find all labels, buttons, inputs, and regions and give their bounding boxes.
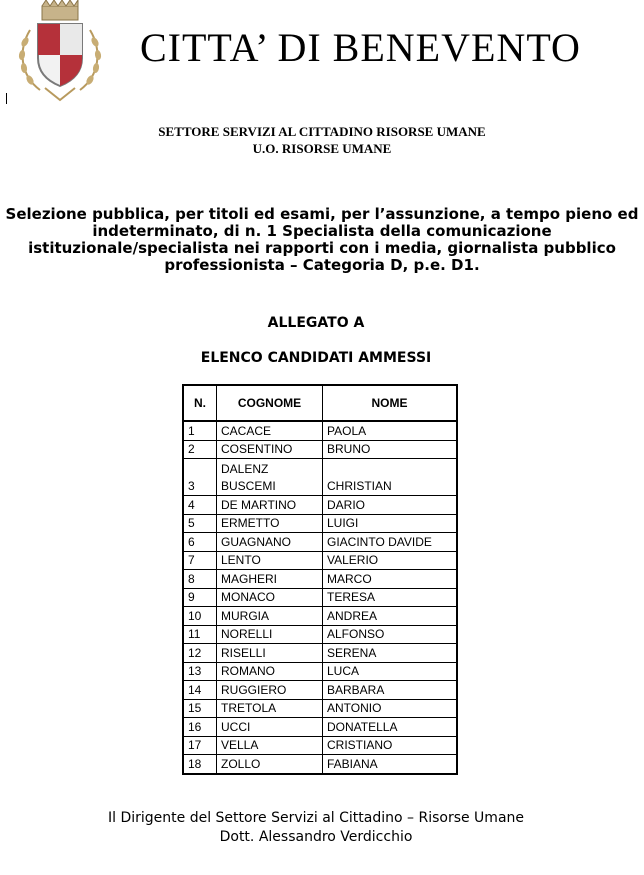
row-name: LUCA <box>323 662 458 681</box>
row-surname: NORELLI <box>217 625 323 644</box>
row-name: BARBARA <box>323 681 458 700</box>
row-number: 13 <box>183 662 217 681</box>
table-row <box>183 644 457 663</box>
column-header-number: N. <box>183 385 217 421</box>
row-name: TERESA <box>323 588 458 607</box>
row-number: 15 <box>183 699 217 718</box>
table-row <box>183 496 457 515</box>
row-surname: ZOLLO <box>217 755 323 774</box>
row-number: 12 <box>183 644 217 663</box>
table-row <box>183 588 457 607</box>
table-row <box>183 755 457 774</box>
table-row <box>183 459 457 496</box>
subject-line: indeterminato, di n. 1 Specialista della comunicazione <box>92 222 552 240</box>
row-surname: LENTO <box>217 551 323 570</box>
row-name: SERENA <box>323 644 458 663</box>
column-header-name: NOME <box>323 385 458 421</box>
table-row <box>183 421 457 440</box>
row-name: CHRISTIAN <box>323 459 458 496</box>
table-row <box>183 736 457 755</box>
table-row <box>183 681 457 700</box>
sector-name: SETTORE SERVIZI AL CITTADINO RISORSE UMANE <box>158 124 486 139</box>
row-number: 16 <box>183 718 217 737</box>
table-row <box>183 718 457 737</box>
city-name-title: CITTA’ DI BENEVENTO <box>140 25 581 70</box>
subject-line: professionista – Categoria D, p.e. D1. <box>164 256 480 274</box>
row-name: PAOLA <box>323 421 458 440</box>
row-number: 1 <box>183 421 217 440</box>
row-number: 11 <box>183 625 217 644</box>
text-cursor-mark <box>6 93 7 104</box>
row-number: 10 <box>183 607 217 626</box>
row-surname: UCCI <box>217 718 323 737</box>
row-name: ANTONIO <box>323 699 458 718</box>
signatory-name: Dott. Alessandro Verdicchio <box>219 829 413 845</box>
surname-line: BUSCEMI <box>221 479 276 493</box>
row-number: 14 <box>183 681 217 700</box>
row-surname: MONACO <box>217 588 323 607</box>
row-number: 5 <box>183 514 217 533</box>
column-header-surname: COGNOME <box>217 385 323 421</box>
row-number: 17 <box>183 736 217 755</box>
row-surname: MAGHERI <box>217 570 323 589</box>
table-row <box>183 625 457 644</box>
row-surname: MURGIA <box>217 607 323 626</box>
row-surname: RISELLI <box>217 644 323 663</box>
row-surname: ERMETTO <box>217 514 323 533</box>
table-row <box>183 551 457 570</box>
unit-name: U.O. RISORSE UMANE <box>252 141 392 156</box>
row-name: VALERIO <box>323 551 458 570</box>
row-surname: ROMANO <box>217 662 323 681</box>
subject-line: Selezione pubblica, per titoli ed esami, per l’assunzione, a tempo pieno ed <box>5 205 639 223</box>
row-number: 8 <box>183 570 217 589</box>
table-row <box>183 570 457 589</box>
row-name: GIACINTO DAVIDE <box>323 533 458 552</box>
table-row <box>183 440 457 459</box>
table-row <box>183 607 457 626</box>
row-name: MARCO <box>323 570 458 589</box>
row-surname: DE MARTINO <box>217 496 323 515</box>
row-name: BRUNO <box>323 440 458 459</box>
row-surname: COSENTINO <box>217 440 323 459</box>
row-name: ANDREA <box>323 607 458 626</box>
row-number: 4 <box>183 496 217 515</box>
list-title: ELENCO CANDIDATI AMMESSI <box>200 350 432 366</box>
table-row <box>183 533 457 552</box>
row-surname: VELLA <box>217 736 323 755</box>
row-surname: CACACE <box>217 421 323 440</box>
signatory-role: Il Dirigente del Settore Servizi al Cittadino – Risorse Umane <box>107 810 525 826</box>
row-name: LUIGI <box>323 514 458 533</box>
row-number: 18 <box>183 755 217 774</box>
annex-label: ALLEGATO A <box>267 315 365 331</box>
row-name: FABIANA <box>323 755 458 774</box>
row-name: ALFONSO <box>323 625 458 644</box>
row-name: DARIO <box>323 496 458 515</box>
subject-line: istituzionale/specialista nei rapporti con i media, giornalista pubblico <box>28 239 616 257</box>
selection-subject <box>0 206 644 274</box>
row-name: DONATELLA <box>323 718 458 737</box>
row-number: 9 <box>183 588 217 607</box>
benevento-coat-of-arms-icon <box>10 0 110 104</box>
row-number: 2 <box>183 440 217 459</box>
row-number: 3 <box>183 459 217 496</box>
table-header-row <box>183 385 457 421</box>
row-number: 7 <box>183 551 217 570</box>
row-surname: GUAGNANO <box>217 533 323 552</box>
table-row <box>183 514 457 533</box>
row-surname: TRETOLA <box>217 699 323 718</box>
row-name: CRISTIANO <box>323 736 458 755</box>
surname-line: DALENZ <box>221 462 269 476</box>
table-row <box>183 662 457 681</box>
row-number: 6 <box>183 533 217 552</box>
row-surname <box>217 459 323 496</box>
row-surname: RUGGIERO <box>217 681 323 700</box>
table-row <box>183 699 457 718</box>
admitted-candidates-table <box>182 384 458 775</box>
